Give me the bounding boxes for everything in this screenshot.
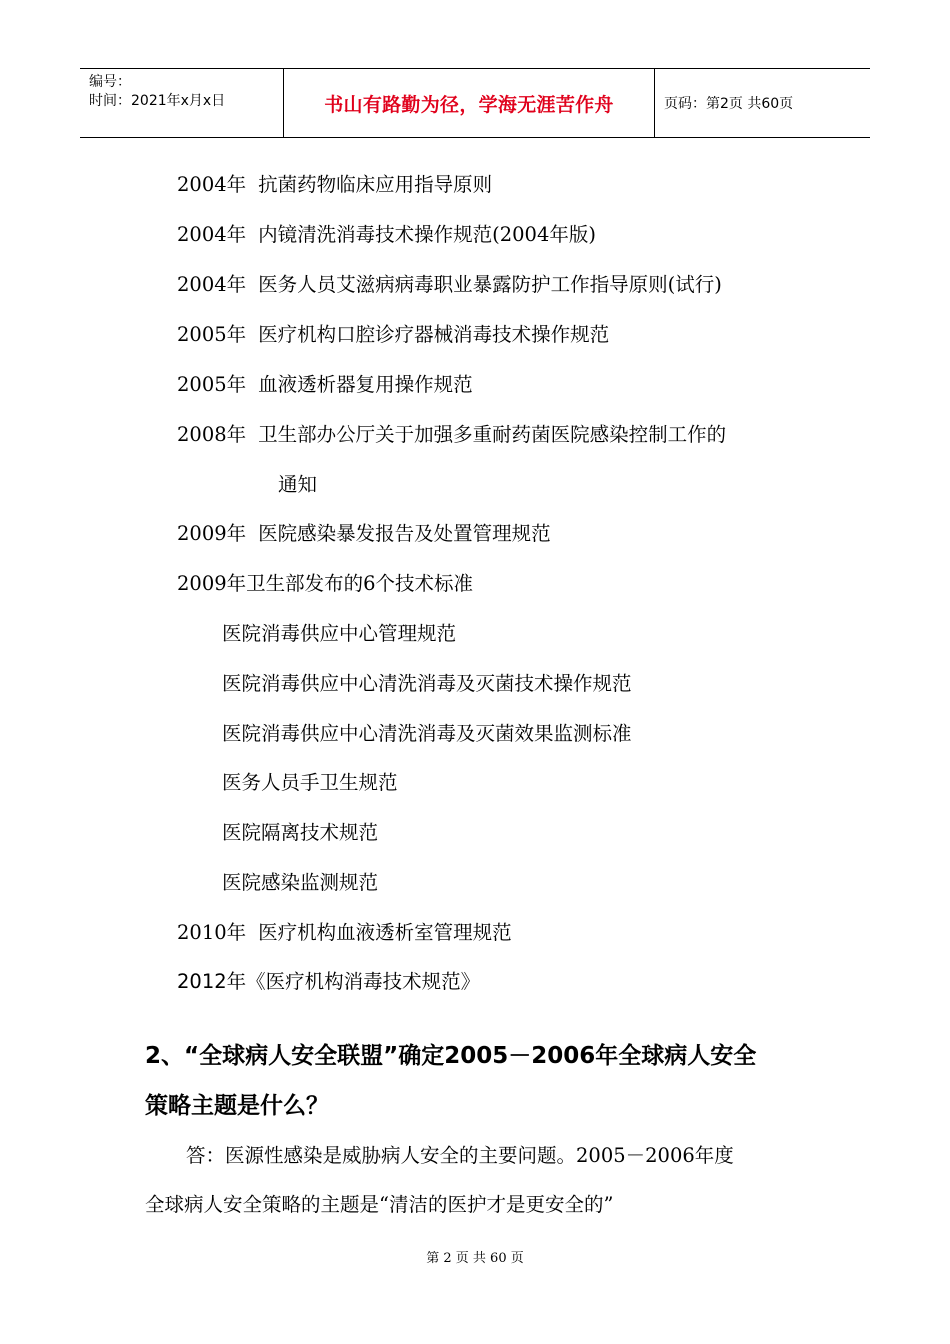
list-item-title: 医疗机构口腔诊疗器械消毒技术操作规范	[258, 323, 610, 346]
list-item	[177, 372, 473, 398]
list-item-title: 抗菌药物临床应用指导原则	[258, 173, 493, 196]
page-footer: 第 2 页 共 60 页	[426, 1251, 524, 1266]
standard-item: 医院隔离技术规范	[222, 821, 379, 844]
list-item	[177, 172, 492, 198]
list-item-year: 2004年	[177, 173, 247, 196]
list-item-title: 血液透析器复用操作规范	[258, 373, 473, 396]
list-item	[177, 920, 512, 946]
standard-item: 医院消毒供应中心清洗消毒及灭菌技术操作规范	[222, 672, 632, 695]
list-item-last: 2012年《医疗机构消毒技术规范》	[177, 970, 481, 993]
answer-paragraph-line2: 全球病人安全策略的主题是“清洁的医护才是更安全的”	[145, 1193, 614, 1216]
list-item	[177, 322, 609, 348]
page-header	[80, 68, 870, 138]
header-page-cell	[655, 69, 870, 137]
list-item-year: 2010年	[177, 921, 247, 944]
list-item-year: 2005年	[177, 323, 247, 346]
question-heading-line1: 2、“全球病人安全联盟”确定2005－2006年全球病人安全	[145, 1043, 757, 1069]
list-item	[177, 272, 722, 298]
standard-item: 医务人员手卫生规范	[222, 771, 398, 794]
header-motto-cell	[283, 69, 655, 137]
header-motto: 书山有路勤为径，学海无涯苦作舟	[324, 93, 614, 116]
standard-item: 医院感染监测规范	[222, 871, 379, 894]
list-item-continuation: 通知	[278, 473, 318, 496]
standards-heading: 2009年卫生部发布的6个技术标准	[177, 572, 474, 595]
question-heading-line2: 策略主题是什么？	[145, 1093, 329, 1119]
answer-paragraph-line1: 答：医源性感染是威胁病人安全的主要问题。2005－2006年度	[186, 1144, 734, 1167]
standard-item: 医院消毒供应中心清洗消毒及灭菌效果监测标准	[222, 722, 632, 745]
standard-item: 医院消毒供应中心管理规范	[222, 622, 457, 645]
header-page-info: 页码：第2页 共60页	[664, 96, 794, 112]
list-item	[177, 521, 551, 547]
list-item-title: 内镜清洗消毒技术操作规范(2004年版)	[258, 223, 596, 246]
header-meta-cell	[80, 69, 283, 137]
document-number-label: 编号：	[89, 74, 131, 90]
list-item-year: 2008年	[177, 423, 247, 446]
list-item-year: 2004年	[177, 273, 247, 296]
list-item-title: 医院感染暴发报告及处置管理规范	[258, 522, 551, 545]
list-item-title: 卫生部办公厅关于加强多重耐药菌医院感染控制工作的	[258, 423, 727, 446]
list-item-title: 医疗机构血液透析室管理规范	[258, 921, 512, 944]
list-item	[177, 422, 726, 448]
list-item-title: 医务人员艾滋病病毒职业暴露防护工作指导原则(试行)	[258, 273, 722, 296]
list-item-year: 2009年	[177, 522, 247, 545]
list-item	[177, 222, 596, 248]
list-item-year: 2004年	[177, 223, 247, 246]
list-item-year: 2005年	[177, 373, 247, 396]
document-date-label: 时间：2021年x月x日	[89, 93, 226, 109]
